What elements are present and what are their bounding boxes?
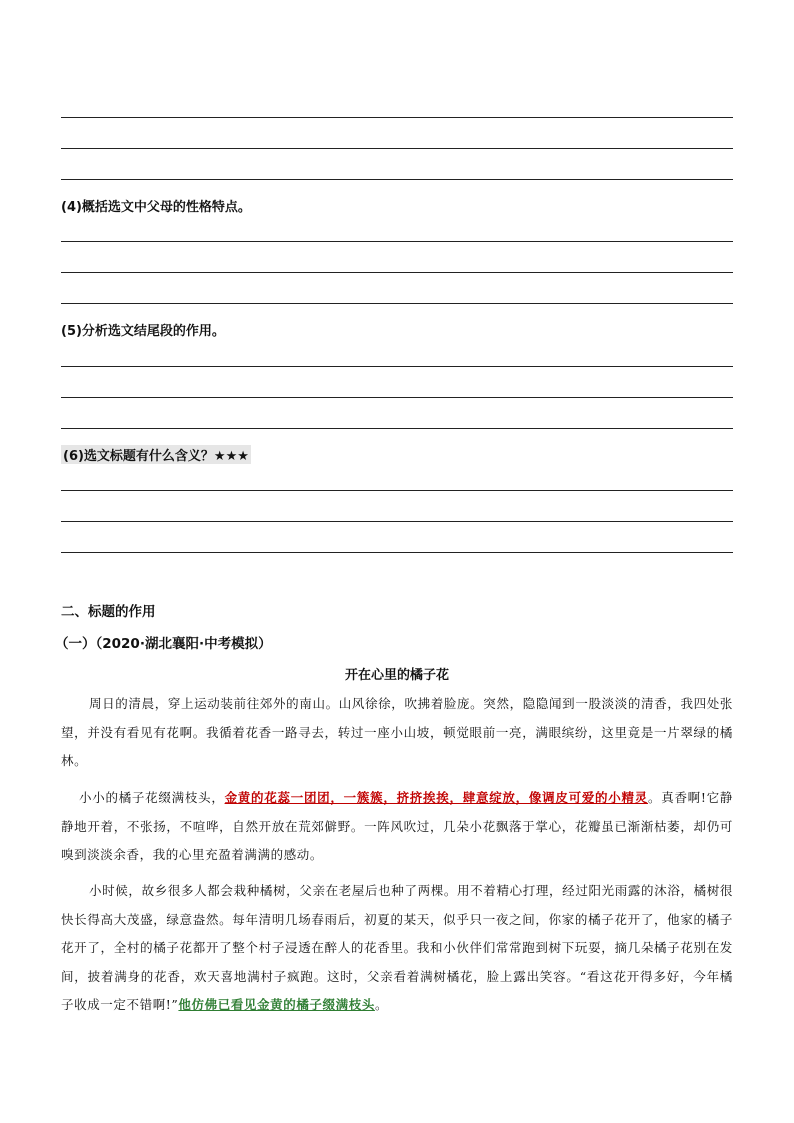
article-paragraph-1 <box>61 690 733 776</box>
answer-line <box>61 366 733 367</box>
sentence-period: 。 <box>374 997 389 1012</box>
answer-line <box>61 303 733 304</box>
paragraph-text: 小小的橘子花缀满枝头， <box>79 790 225 805</box>
answer-line <box>61 552 733 553</box>
answer-line <box>61 272 733 273</box>
answer-line <box>61 490 733 491</box>
section-source: （一）（2020·湖北襄阳·中考模拟） <box>55 636 272 652</box>
answer-line <box>61 117 733 118</box>
answer-line <box>61 148 733 149</box>
answer-line <box>61 521 733 522</box>
paragraph-text: 。真香啊!它静静地开着，不张扬，不喧哗，自然开放在荒郊僻野。一阵风吹过，几朵小花飘落于掌心，花瓣虽已渐渐枯萎，却仍可嗅到淡淡余香，我的心里充盈着满满的感动。 <box>61 790 733 862</box>
answer-line <box>61 428 733 429</box>
answer-line <box>61 397 733 398</box>
article-paragraph-2 <box>61 784 733 870</box>
answer-line <box>61 241 733 242</box>
question-4: (4)概括选文中父母的性格特点。 <box>61 200 251 215</box>
highlighted-sentence-green: 他仿佛已看见金黄的橘子缀满枝头 <box>178 997 375 1012</box>
paragraph-text: 小时候，故乡很多人都会栽种橘树，父亲在老屋后也种了两棵。用不着精心打理，经过阳光雨露的沐浴，橘树很快长得高大茂盛，绿意盎然。每年清明几场春雨后，初夏的某天，似乎只一夜之间，你家的橘子花开了，他家的橘子花开了，全村的橘子花都开了整个村子浸透在醉人的花香里。我和小伙伴们常常跑到树下玩耍，摘几朵橘子花别在发间，披着满身的花香，欢天喜地满村子疯跑。这时，父亲看着满树橘花，脸上露出笑容。“看这花开得多好，今年橘子收成一定不错啊!” <box>61 883 733 1012</box>
article-title: 开在心里的橘子花 <box>344 668 449 683</box>
answer-line <box>61 179 733 180</box>
highlighted-sentence-red: 金黄的花蕊一团团，一簇簇，挤挤挨挨，肆意绽放，像调皮可爱的小精灵 <box>224 790 648 805</box>
paragraph-text: 周日的清晨，穿上运动装前往郊外的南山。山风徐徐，吹拂着脸庞。突然，隐隐闻到一股淡淡的清香，我四处张望，并没有看见有花啊。我循着花香一路寻去，转过一座小山坡，顿觉眼前一亮，满眼缤纷，这里竟是一片翠绿的橘林。 <box>61 696 733 768</box>
question-5: (5)分析选文结尾段的作用。 <box>61 324 225 339</box>
section-heading: 二、标题的作用 <box>61 604 156 620</box>
question-6: (6)选文标题有什么含义？★★★ <box>61 445 251 464</box>
article-paragraph-3 <box>61 877 733 1020</box>
